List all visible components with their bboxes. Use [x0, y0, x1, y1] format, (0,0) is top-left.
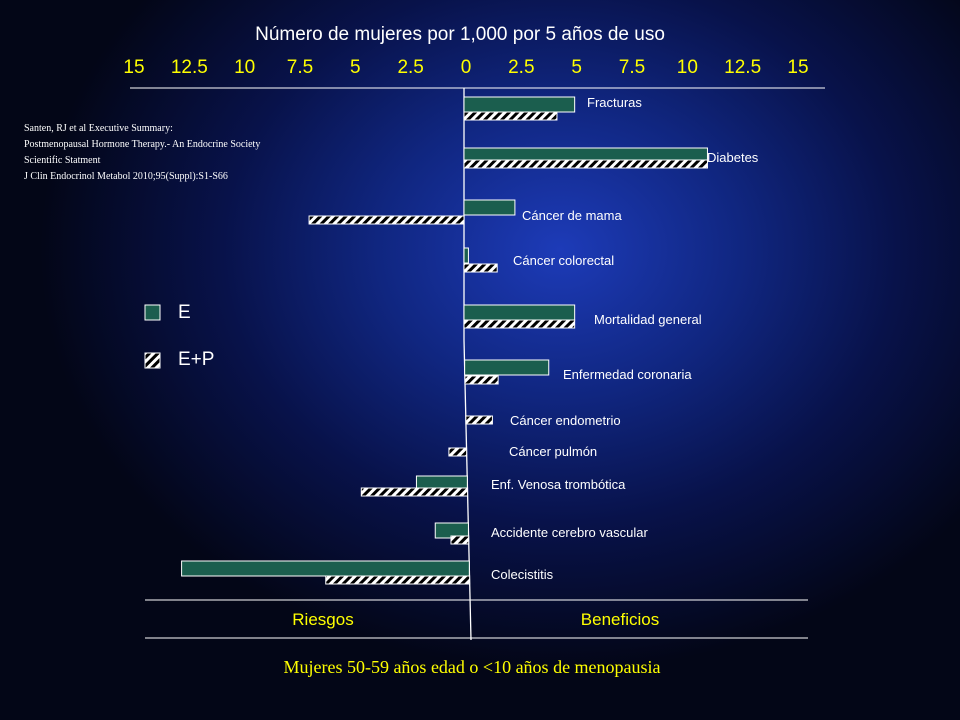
bar-ep [464, 264, 497, 272]
category-label: Diabetes [707, 150, 759, 165]
x-tick-label: 0 [460, 57, 472, 78]
citation-line: Postmenopausal Hormone Therapy.- An Endocrine Society [24, 139, 261, 150]
legend-swatch-e [145, 305, 160, 320]
category-label: Cáncer endometrio [510, 413, 621, 428]
x-tick-labels [123, 57, 808, 78]
x-tick-label: 5 [350, 57, 361, 78]
x-tick-label: 2.5 [397, 57, 424, 78]
x-tick-label: 10 [234, 57, 256, 78]
bar-ep [464, 320, 575, 328]
legend [145, 302, 214, 370]
bar-ep [465, 376, 498, 384]
bars [182, 97, 708, 584]
citation-line: Santen, RJ et al Executive Summary: [24, 123, 173, 134]
bar-e [464, 248, 468, 263]
x-tick-label: 12.5 [724, 57, 762, 78]
x-tick-label: 12.5 [170, 57, 208, 78]
category-label: Fracturas [587, 95, 642, 110]
bar-ep [464, 160, 707, 168]
x-tick-label: 7.5 [286, 57, 314, 78]
citation-line: J Clin Endocrinol Metabol 2010;95(Suppl):S1-S66 [24, 171, 228, 182]
footer-riesgos: Riesgos [292, 610, 354, 629]
legend-label-e: E [178, 302, 191, 323]
x-tick-label: 2.5 [508, 57, 535, 78]
bar-ep [449, 448, 467, 456]
bar-e [182, 561, 470, 576]
x-tick-label: 15 [787, 57, 809, 78]
category-label: Accidente cerebro vascular [491, 525, 648, 540]
category-label: Cáncer pulmón [509, 444, 598, 459]
bar-e [465, 360, 549, 375]
chart-subtitle: Mujeres 50-59 años edad o <10 años de menopausia [283, 657, 661, 677]
bar-ep [451, 536, 469, 544]
chart-title: Número de mujeres por 1,000 por 5 años de uso [255, 24, 665, 45]
bar-ep [464, 112, 557, 120]
bar-e [464, 97, 575, 112]
category-label: Colecistitis [491, 567, 554, 582]
x-tick-label: 5 [571, 57, 582, 78]
bar-ep [466, 416, 493, 424]
category-label: Enfermedad coronaria [563, 367, 692, 382]
bar-ep [326, 576, 470, 584]
bar-ep [361, 488, 467, 496]
bar-ep [309, 216, 464, 224]
legend-label-ep: E+P [178, 349, 215, 370]
category-label: Cáncer colorectal [513, 253, 615, 268]
bar-e [464, 200, 515, 215]
category-label: Mortalidad general [594, 312, 702, 327]
legend-swatch-ep [145, 353, 160, 368]
x-tick-label: 15 [123, 57, 145, 78]
x-tick-label: 10 [676, 57, 698, 78]
bar-e [464, 305, 575, 320]
citation-line: Scientific Statment [24, 155, 101, 166]
footer-beneficios: Beneficios [580, 610, 660, 629]
citation [24, 123, 260, 182]
category-label: Cáncer de mama [522, 208, 622, 223]
category-label: Enf. Venosa trombótica [491, 477, 626, 492]
x-tick-label: 7.5 [618, 57, 646, 78]
